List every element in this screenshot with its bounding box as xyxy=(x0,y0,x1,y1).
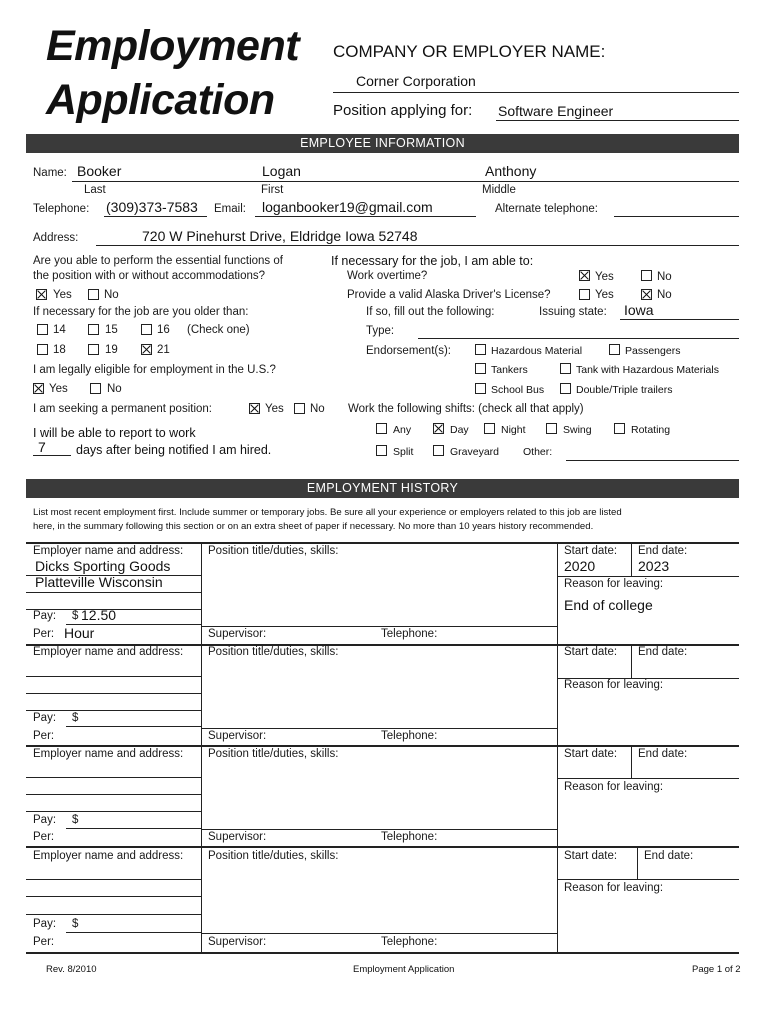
position-field[interactable]: Software Engineer xyxy=(498,103,614,119)
tank-hazmat-label: Tank with Hazardous Materials xyxy=(576,364,719,376)
employer-line-1b xyxy=(26,592,201,593)
pay-field-2[interactable] xyxy=(66,726,201,727)
shift-split-label: Split xyxy=(393,446,414,458)
issuing-state-underline xyxy=(620,319,739,320)
first-name-field[interactable]: Logan xyxy=(262,163,301,179)
overtime-yes-label: Yes xyxy=(595,271,614,283)
license-yes-label: Yes xyxy=(595,289,614,301)
middle-label: Middle xyxy=(482,184,516,196)
date-divider-4 xyxy=(637,847,638,879)
date-divider-1 xyxy=(631,543,632,576)
age-19-checkbox[interactable] xyxy=(88,344,99,355)
tankers-checkbox[interactable] xyxy=(475,363,486,374)
passengers-checkbox[interactable] xyxy=(609,344,620,355)
endorsements-label: Endorsement(s): xyxy=(366,345,452,357)
supervisor-label-3: Supervisor: xyxy=(208,831,267,843)
license-question: Provide a valid Alaska Driver's License? xyxy=(347,289,551,301)
eligible-no-label: No xyxy=(107,383,122,395)
supervisor-telephone-label-4: Telephone: xyxy=(381,936,438,948)
supervisor-rule-1 xyxy=(201,626,557,627)
shift-graveyard-checkbox[interactable] xyxy=(433,445,444,456)
permanent-yes-checkbox[interactable] xyxy=(249,403,260,414)
employer-line-2a xyxy=(26,676,201,677)
employer-line-4c xyxy=(26,914,201,915)
eligible-no-checkbox[interactable] xyxy=(90,383,101,394)
shift-graveyard-label: Graveyard xyxy=(450,446,500,458)
supervisor-label-2: Supervisor: xyxy=(208,730,267,742)
date-divider-2 xyxy=(631,645,632,678)
reason-label-4: Reason for leaving: xyxy=(564,882,664,894)
footer-page-number: Page 1 of 2 xyxy=(692,964,741,975)
history-block-rule-4 xyxy=(26,846,739,848)
form-title-line2: Application xyxy=(46,76,275,124)
shift-night-checkbox[interactable] xyxy=(484,423,495,434)
license-yes-checkbox[interactable] xyxy=(579,289,590,300)
employer-address-1[interactable]: Platteville Wisconsin xyxy=(35,574,163,590)
supervisor-rule-3 xyxy=(201,829,557,830)
shifts-question: Work the following shifts: (check all that apply) xyxy=(348,403,584,415)
essential-question-line2: the position with or without accommodations? xyxy=(33,270,266,282)
supervisor-rule-4 xyxy=(201,933,557,934)
essential-yes-checkbox[interactable] xyxy=(36,289,47,300)
position-label: Position applying for: xyxy=(333,102,473,119)
permanent-no-label: No xyxy=(310,403,325,415)
permanent-question: I am seeking a permanent position: xyxy=(33,403,212,415)
end-date-field-1[interactable]: 2023 xyxy=(638,558,670,574)
shift-swing-label: Swing xyxy=(563,424,592,436)
end-date-label-3: End date: xyxy=(638,748,688,760)
footer-title: Employment Application xyxy=(353,964,455,975)
age-16-checkbox[interactable] xyxy=(141,324,152,335)
license-no-label: No xyxy=(657,289,672,301)
eligible-yes-checkbox[interactable] xyxy=(33,383,44,394)
start-date-label-2: Start date: xyxy=(564,646,618,658)
per-field-1[interactable]: Hour xyxy=(64,625,95,641)
last-name-field[interactable]: Booker xyxy=(77,163,122,179)
name-underline xyxy=(72,181,739,182)
footer-revision: Rev. 8/2010 xyxy=(46,964,97,975)
essential-no-label: No xyxy=(104,289,119,301)
supervisor-label-1: Supervisor: xyxy=(208,628,267,640)
employer-line-3a xyxy=(26,777,201,778)
supervisor-rule-2 xyxy=(201,728,557,729)
report-days-suffix: days after being notified I am hired. xyxy=(76,443,272,457)
email-field[interactable]: loganbooker19@gmail.com xyxy=(262,199,433,215)
tank-hazmat-checkbox[interactable] xyxy=(560,363,571,374)
telephone-label: Telephone: xyxy=(33,203,90,215)
license-no-checkbox[interactable] xyxy=(641,289,652,300)
shift-day-label: Day xyxy=(450,424,469,436)
shift-other-label: Other: xyxy=(523,446,553,458)
employer-line-4a xyxy=(26,879,201,880)
age-14-checkbox[interactable] xyxy=(37,324,48,335)
start-date-label-4: Start date: xyxy=(564,850,618,862)
eligible-yes-label: Yes xyxy=(49,383,68,395)
shift-night-label: Night xyxy=(501,424,526,436)
shift-day-checkbox[interactable] xyxy=(433,423,444,434)
position-duties-label-1: Position title/duties, skills: xyxy=(208,545,339,557)
pay-dollar-1: $ xyxy=(72,610,79,622)
overtime-no-checkbox[interactable] xyxy=(641,270,652,281)
date-rule-1 xyxy=(557,576,739,577)
email-label: Email: xyxy=(214,203,246,215)
pay-dollar-4: $ xyxy=(72,918,79,930)
date-divider-3 xyxy=(631,746,632,778)
supervisor-telephone-label-1: Telephone: xyxy=(381,628,438,640)
permanent-no-checkbox[interactable] xyxy=(294,403,305,414)
date-rule-3 xyxy=(557,778,739,779)
fill-out-label: If so, fill out the following: xyxy=(366,306,495,318)
shift-swing-checkbox[interactable] xyxy=(546,423,557,434)
essential-no-checkbox[interactable] xyxy=(88,289,99,300)
pay-label-4: Pay: xyxy=(33,918,57,930)
pay-dollar-3: $ xyxy=(72,814,79,826)
per-label-2: Per: xyxy=(33,730,55,742)
section-header-employee-info: EMPLOYEE INFORMATION xyxy=(26,134,739,153)
employer-label-3: Employer name and address: xyxy=(33,748,184,760)
shift-other-field[interactable] xyxy=(566,460,739,461)
overtime-no-label: No xyxy=(657,271,672,283)
type-field[interactable] xyxy=(418,338,739,339)
employer-name-1[interactable]: Dicks Sporting Goods xyxy=(35,558,171,574)
supervisor-label-4: Supervisor: xyxy=(208,936,267,948)
end-date-label-2: End date: xyxy=(638,646,688,658)
shift-split-checkbox[interactable] xyxy=(376,445,387,456)
employer-line-3c xyxy=(26,811,201,812)
history-block-rule-3 xyxy=(26,745,739,747)
essential-yes-label: Yes xyxy=(53,289,72,301)
pay-label-1: Pay: xyxy=(33,610,57,622)
tankers-label: Tankers xyxy=(491,364,528,376)
permanent-yes-label: Yes xyxy=(265,403,284,415)
if-necessary-heading: If necessary for the job, I am able to: xyxy=(331,254,534,268)
history-intro-line2: here, in the summary following this section or on an extra sheet of paper if necessary. No more than 10 years history recommended. xyxy=(33,521,594,532)
section-header-employment-history: EMPLOYMENT HISTORY xyxy=(26,479,739,498)
pay-field-3[interactable] xyxy=(66,828,201,829)
employer-line-3b xyxy=(26,794,201,795)
telephone-underline xyxy=(104,216,207,217)
employer-line-2c xyxy=(26,710,201,711)
hazmat-label: Hazardous Material xyxy=(491,345,583,357)
pay-field-1[interactable]: 12.50 xyxy=(81,607,117,623)
check-one-note: (Check one) xyxy=(187,324,250,336)
address-label: Address: xyxy=(33,232,79,244)
employer-line-2b xyxy=(26,693,201,694)
position-duties-label-4: Position title/duties, skills: xyxy=(208,850,339,862)
hazmat-checkbox[interactable] xyxy=(475,344,486,355)
pay-label-3: Pay: xyxy=(33,814,57,826)
supervisor-telephone-label-2: Telephone: xyxy=(381,730,438,742)
end-date-label-1: End date: xyxy=(638,545,688,557)
position-underline xyxy=(496,120,739,121)
position-duties-label-2: Position title/duties, skills: xyxy=(208,646,339,658)
address-field[interactable]: 720 W Pinehurst Drive, Eldridge Iowa 52748 xyxy=(142,228,418,244)
age-question: If necessary for the job are you older than: xyxy=(33,306,249,318)
history-divider-2 xyxy=(557,543,558,952)
school-bus-label: School Bus xyxy=(491,384,545,396)
company-field[interactable]: Corner Corporation xyxy=(356,73,476,89)
telephone-field[interactable]: (309)373-7583 xyxy=(106,199,198,215)
history-bottom-rule xyxy=(26,952,739,954)
report-question: I will be able to report to work xyxy=(33,426,196,440)
company-label: COMPANY OR EMPLOYER NAME: xyxy=(333,42,606,61)
overtime-question: Work overtime? xyxy=(347,270,428,282)
shift-rotating-label: Rotating xyxy=(631,424,671,436)
shift-any-checkbox[interactable] xyxy=(376,423,387,434)
supervisor-telephone-label-3: Telephone: xyxy=(381,831,438,843)
double-triple-checkbox[interactable] xyxy=(560,383,571,394)
form-title-line1: Employment xyxy=(46,22,300,70)
eligible-question: I am legally eligible for employment in the U.S.? xyxy=(33,364,276,376)
employer-label-2: Employer name and address: xyxy=(33,646,184,658)
alt-telephone-field[interactable] xyxy=(614,216,739,217)
history-top-rule xyxy=(26,542,739,544)
last-label: Last xyxy=(84,184,106,196)
age-21-checkbox[interactable] xyxy=(141,344,152,355)
pay-field-4[interactable] xyxy=(66,932,201,933)
reason-field-1[interactable]: End of college xyxy=(564,597,653,613)
school-bus-checkbox[interactable] xyxy=(475,383,486,394)
position-duties-label-3: Position title/duties, skills: xyxy=(208,748,339,760)
start-date-label-3: Start date: xyxy=(564,748,618,760)
pay-dollar-2: $ xyxy=(72,712,79,724)
history-intro-line1: List most recent employment first. Include summer or temporary jobs. Be sure all your experience or employers related to this job are listed xyxy=(33,507,622,518)
shift-rotating-checkbox[interactable] xyxy=(614,423,625,434)
double-triple-label: Double/Triple trailers xyxy=(576,384,673,396)
type-label: Type: xyxy=(366,325,395,337)
age-19-label: 19 xyxy=(105,344,118,356)
age-21-label: 21 xyxy=(157,344,170,356)
age-18-label: 18 xyxy=(53,344,66,356)
name-label: Name: xyxy=(33,167,67,179)
report-days-field[interactable]: 7 xyxy=(38,439,46,455)
email-underline xyxy=(255,216,476,217)
overtime-yes-checkbox[interactable] xyxy=(579,270,590,281)
age-18-checkbox[interactable] xyxy=(37,344,48,355)
reason-label-3: Reason for leaving: xyxy=(564,781,664,793)
shift-any-label: Any xyxy=(393,424,412,436)
passengers-label: Passengers xyxy=(625,345,681,357)
essential-question-line1: Are you able to perform the essential functions of xyxy=(33,255,283,267)
reason-label-2: Reason for leaving: xyxy=(564,679,664,691)
employer-label-4: Employer name and address: xyxy=(33,850,184,862)
age-16-label: 16 xyxy=(157,324,170,336)
start-date-label-1: Start date: xyxy=(564,545,618,557)
first-label: First xyxy=(261,184,284,196)
end-date-label-4: End date: xyxy=(644,850,694,862)
pay-label-2: Pay: xyxy=(33,712,57,724)
age-14-label: 14 xyxy=(53,324,66,336)
per-label-3: Per: xyxy=(33,831,55,843)
start-date-field-1[interactable]: 2020 xyxy=(564,558,596,574)
issuing-state-label: Issuing state: xyxy=(539,306,607,318)
employer-line-4b xyxy=(26,896,201,897)
date-rule-4 xyxy=(557,879,739,880)
address-underline xyxy=(96,245,739,246)
history-divider-1 xyxy=(201,543,202,952)
report-days-underline xyxy=(33,455,71,456)
per-label-4: Per: xyxy=(33,936,55,948)
company-underline xyxy=(333,92,739,93)
age-15-label: 15 xyxy=(105,324,118,336)
issuing-state-field[interactable]: Iowa xyxy=(624,302,654,318)
per-label-1: Per: xyxy=(33,628,55,640)
age-15-checkbox[interactable] xyxy=(88,324,99,335)
alt-telephone-label: Alternate telephone: xyxy=(495,203,598,215)
middle-name-field[interactable]: Anthony xyxy=(485,163,537,179)
reason-label-1: Reason for leaving: xyxy=(564,578,664,590)
employer-label-1: Employer name and address: xyxy=(33,545,184,557)
